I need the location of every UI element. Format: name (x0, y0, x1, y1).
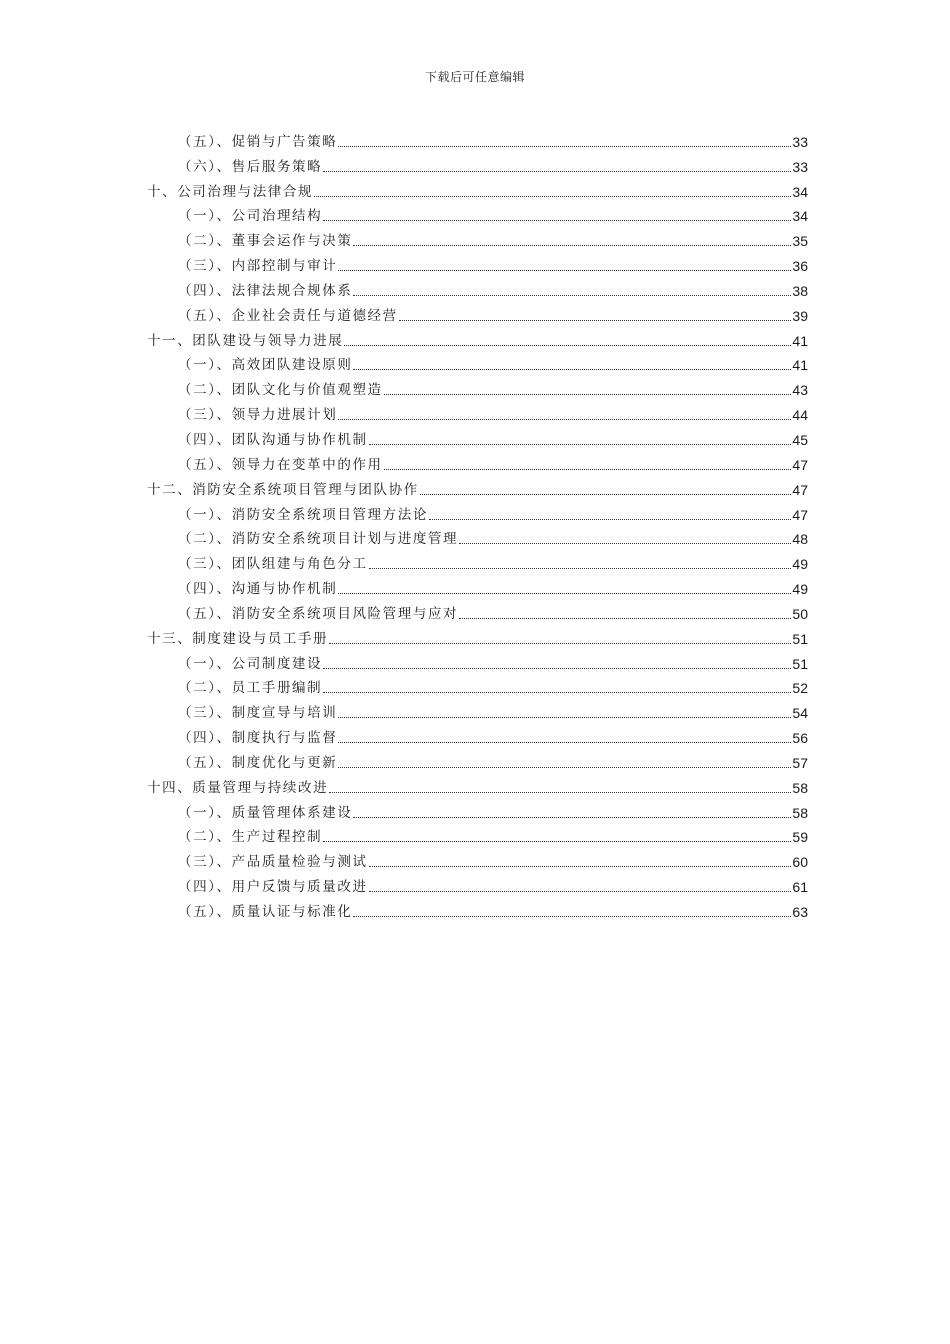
toc-entry-label: （六）、售后服务策略 (178, 158, 323, 175)
toc-page-number: 34 (792, 183, 808, 200)
toc-page-number: 47 (792, 506, 808, 523)
toc-section-entry[interactable] (147, 276, 808, 301)
toc-entry-label: （一）、质量管理体系建设 (178, 804, 353, 821)
toc-dot-leader (338, 717, 791, 718)
toc-section-entry[interactable] (147, 674, 808, 699)
toc-section-entry[interactable] (147, 649, 808, 674)
toc-entry-label: （四）、法律法规合规体系 (178, 282, 353, 299)
toc-entry-label: （四）、用户反馈与质量改进 (178, 879, 368, 896)
toc-page-number: 52 (792, 680, 808, 697)
toc-section-entry[interactable] (147, 599, 808, 624)
toc-section-entry[interactable] (147, 500, 808, 525)
toc-page-number: 35 (792, 233, 808, 250)
toc-page-number: 36 (792, 258, 808, 275)
toc-entry-label: 十二、消防安全系统项目管理与团队协作 (147, 481, 419, 498)
toc-dot-leader (459, 618, 791, 619)
toc-section-entry[interactable] (147, 847, 808, 872)
toc-section-entry[interactable] (147, 202, 808, 227)
toc-page-number: 47 (792, 481, 808, 498)
toc-page-number: 49 (792, 581, 808, 598)
toc-dot-leader (353, 295, 791, 296)
toc-entry-label: （三）、制度宣导与培训 (178, 705, 338, 722)
toc-section-entry[interactable] (147, 400, 808, 425)
toc-section-entry[interactable] (147, 723, 808, 748)
toc-dot-leader (323, 171, 791, 172)
toc-dot-leader (323, 841, 791, 842)
toc-page-number: 60 (792, 854, 808, 871)
toc-dot-leader (338, 270, 791, 271)
toc-entry-label: （五）、企业社会责任与道德经营 (178, 307, 398, 324)
toc-dot-leader (338, 767, 791, 768)
toc-entry-label: （四）、沟通与协作机制 (178, 581, 338, 598)
toc-page-number: 63 (792, 904, 808, 920)
toc-section-entry[interactable] (147, 897, 808, 922)
toc-section-entry[interactable] (147, 525, 808, 550)
toc-dot-leader (314, 196, 791, 197)
toc-dot-leader (338, 419, 791, 420)
toc-dot-leader (353, 245, 791, 246)
toc-dot-leader (344, 345, 791, 346)
toc-section-entry[interactable] (147, 375, 808, 400)
toc-page-number: 38 (792, 282, 808, 299)
toc-page-number: 54 (792, 705, 808, 722)
toc-chapter-entry[interactable] (147, 624, 808, 649)
toc-section-entry[interactable] (147, 226, 808, 251)
toc-chapter-entry[interactable] (147, 475, 808, 500)
toc-entry-label: （四）、团队沟通与协作机制 (178, 431, 368, 448)
toc-dot-leader (329, 792, 791, 793)
toc-dot-leader (429, 519, 791, 520)
toc-entry-label: （四）、制度执行与监督 (178, 730, 338, 747)
toc-page-number: 51 (792, 630, 808, 647)
toc-entry-label: （五）、促销与广告策略 (178, 133, 338, 150)
toc-entry-label: （二）、董事会运作与决策 (178, 233, 353, 250)
toc-entry-label: （五）、制度优化与更新 (178, 754, 338, 771)
toc-section-entry[interactable] (147, 251, 808, 276)
toc-page-number: 58 (792, 779, 808, 796)
toc-dot-leader (353, 916, 791, 917)
toc-entry-label: （五）、领导力在变革中的作用 (178, 456, 383, 473)
toc-section-entry[interactable] (147, 698, 808, 723)
toc-dot-leader (338, 742, 791, 743)
toc-dot-leader (384, 469, 792, 470)
toc-page-number: 51 (792, 655, 808, 672)
toc-dot-leader (323, 668, 791, 669)
toc-page-number: 47 (792, 456, 808, 473)
toc-page-number: 58 (792, 804, 808, 821)
toc-dot-leader (338, 146, 791, 147)
toc-entry-label: （一）、公司制度建设 (178, 655, 323, 672)
toc-entry-label: 十四、质量管理与持续改进 (147, 779, 329, 796)
toc-page-number: 50 (792, 605, 808, 622)
toc-section-entry[interactable] (147, 549, 808, 574)
toc-dot-leader (399, 320, 792, 321)
toc-dot-leader (323, 692, 791, 693)
toc-dot-leader (369, 891, 792, 892)
toc-section-entry[interactable] (147, 127, 808, 152)
toc-entry-label: 十一、团队建设与领导力进展 (147, 332, 344, 349)
toc-section-entry[interactable] (147, 351, 808, 376)
toc-page-number: 57 (792, 754, 808, 771)
toc-entry-label: （三）、团队组建与角色分工 (178, 556, 368, 573)
toc-chapter-entry[interactable] (147, 326, 808, 351)
toc-section-entry[interactable] (147, 425, 808, 450)
toc-page-number: 39 (792, 307, 808, 324)
toc-page-number: 34 (792, 208, 808, 225)
toc-section-entry[interactable] (147, 152, 808, 177)
toc-page-number: 41 (792, 357, 808, 374)
toc-page-number: 61 (792, 879, 808, 896)
toc-dot-leader (384, 394, 792, 395)
toc-page-number: 43 (792, 382, 808, 399)
toc-chapter-entry[interactable] (147, 177, 808, 202)
toc-dot-leader (369, 568, 792, 569)
table-of-contents (147, 127, 808, 922)
toc-dot-leader (369, 444, 792, 445)
toc-section-entry[interactable] (147, 798, 808, 823)
toc-entry-label: （五）、消防安全系统项目风险管理与应对 (178, 605, 459, 622)
toc-entry-label: （三）、内部控制与审计 (178, 258, 338, 275)
toc-entry-label: （二）、生产过程控制 (178, 829, 323, 846)
toc-section-entry[interactable] (147, 301, 808, 326)
toc-page-number: 59 (792, 829, 808, 846)
toc-dot-leader (353, 817, 791, 818)
toc-page-number: 33 (792, 158, 808, 175)
toc-page-number: 48 (792, 531, 808, 548)
toc-dot-leader (420, 494, 792, 495)
toc-entry-label: 十三、制度建设与员工手册 (147, 630, 329, 647)
toc-page-number: 45 (792, 431, 808, 448)
toc-page-number: 49 (792, 556, 808, 573)
toc-dot-leader (323, 220, 791, 221)
toc-entry-label: （二）、员工手册编制 (178, 680, 323, 697)
toc-entry-label: （二）、消防安全系统项目计划与进度管理 (178, 531, 459, 548)
toc-entry-label: （一）、公司治理结构 (178, 208, 323, 225)
toc-section-entry[interactable] (147, 574, 808, 599)
toc-dot-leader (353, 369, 791, 370)
toc-dot-leader (369, 866, 792, 867)
toc-entry-label: （五）、质量认证与标准化 (178, 904, 353, 920)
toc-section-entry[interactable] (147, 823, 808, 848)
toc-page-number: 44 (792, 407, 808, 424)
toc-dot-leader (338, 593, 791, 594)
toc-entry-label: （一）、高效团队建设原则 (178, 357, 353, 374)
toc-section-entry[interactable] (147, 872, 808, 897)
toc-entry-label: （二）、团队文化与价值观塑造 (178, 382, 383, 399)
toc-section-entry[interactable] (147, 748, 808, 773)
toc-section-entry[interactable] (147, 450, 808, 475)
toc-chapter-entry[interactable] (147, 773, 808, 798)
toc-entry-label: （三）、产品质量检验与测试 (178, 854, 368, 871)
toc-page-number: 33 (792, 133, 808, 150)
toc-entry-label: （三）、领导力进展计划 (178, 407, 338, 424)
toc-page-number: 41 (792, 332, 808, 349)
toc-entry-label: 十、公司治理与法律合规 (147, 183, 314, 200)
toc-entry-label: （一）、消防安全系统项目管理方法论 (178, 506, 428, 523)
page-header: 下载后可任意编辑 (424, 70, 525, 84)
toc-dot-leader (329, 643, 791, 644)
toc-page-number: 56 (792, 730, 808, 747)
toc-dot-leader (459, 543, 791, 544)
